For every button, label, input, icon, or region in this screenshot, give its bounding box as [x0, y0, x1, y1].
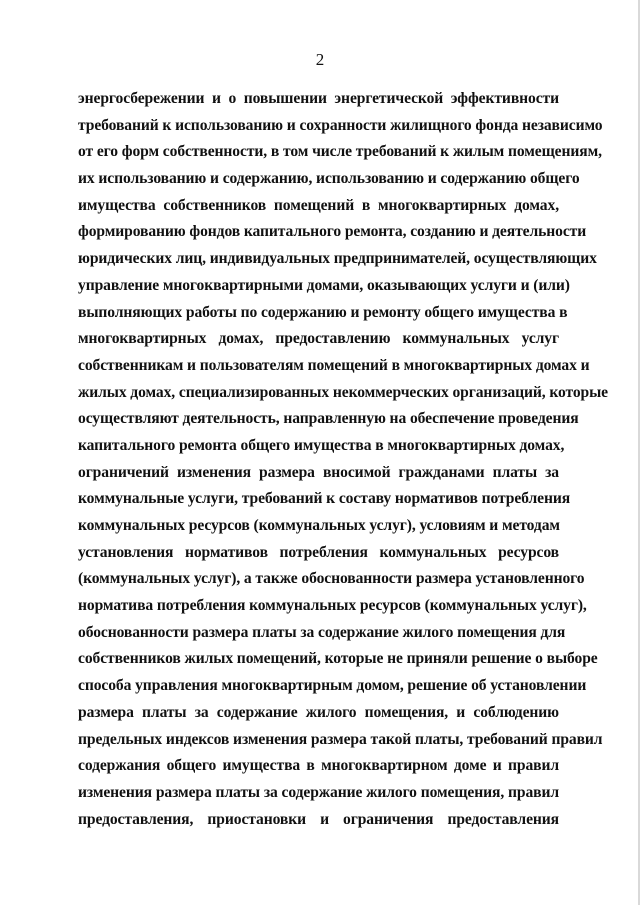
text-line: способа управления многоквартирным домом, решение об установлении	[78, 677, 587, 695]
text-line: выполняющих работы по содержанию и ремонту общего имущества в	[78, 303, 568, 321]
text-line: предоставления, приостановки и ограничения предоставления	[78, 810, 559, 828]
text-line: имущества собственников помещений в многоквартирных домах,	[78, 196, 559, 214]
text-line: многоквартирных домах, предоставлению коммунальных услуг	[78, 330, 559, 348]
text-line: жилых домах, специализированных некоммерческих организаций, которые	[78, 383, 609, 401]
text-line: размера платы за содержание жилого помещения, и соблюдению	[78, 703, 559, 721]
text-line: обоснованности размера платы за содержание жилого помещения для	[78, 623, 566, 641]
text-line: изменения размера платы за содержание жилого помещения, правил	[78, 783, 559, 801]
text-line: ограничений изменения размера вносимой гражданами платы за	[78, 463, 559, 481]
text-line: требований к использованию и сохранности жилищного фонда независимо	[78, 116, 603, 134]
text-line: норматива потребления коммунальных ресурсов (коммунальных услуг),	[78, 597, 587, 615]
text-line: собственникам и пользователям помещений в многоквартирных домах и	[78, 356, 590, 374]
text-line: юридических лиц, индивидуальных предпринимателей, осуществляющих	[78, 250, 597, 268]
text-line: коммунальные услуги, требований к составу нормативов потребления	[78, 490, 571, 508]
text-line: их использованию и содержанию, использованию и содержанию общего	[78, 170, 580, 188]
page-number: 2	[315, 50, 325, 69]
text-line: содержания общего имущества в многоквартирном доме и правил	[78, 757, 559, 775]
text-line: (коммунальных услуг), а также обоснованности размера установленного	[78, 570, 585, 588]
text-line: формированию фондов капитального ремонта, созданию и деятельности	[78, 223, 587, 241]
text-line: предельных индексов изменения размера такой платы, требований правил	[78, 730, 603, 748]
text-line: управление многоквартирными домами, оказывающих услуги и (или)	[78, 276, 570, 294]
body-text	[78, 86, 609, 833]
text-line: энергосбережении и о повышении энергетической эффективности	[78, 90, 559, 107]
text-line: от его форм собственности, в том числе требований к жилым помещениям,	[78, 143, 602, 161]
text-line: собственников жилых помещений, которые не приняли решение о выборе	[78, 650, 598, 668]
text-line: установления нормативов потребления коммунальных ресурсов	[78, 543, 559, 561]
text-line: капитального ремонта общего имущества в многоквартирных домах,	[78, 436, 565, 454]
text-line: осуществляют деятельность, направленную на обеспечение проведения	[78, 410, 579, 428]
text-line: коммунальных ресурсов (коммунальных услуг), условиям и методам	[78, 517, 560, 534]
